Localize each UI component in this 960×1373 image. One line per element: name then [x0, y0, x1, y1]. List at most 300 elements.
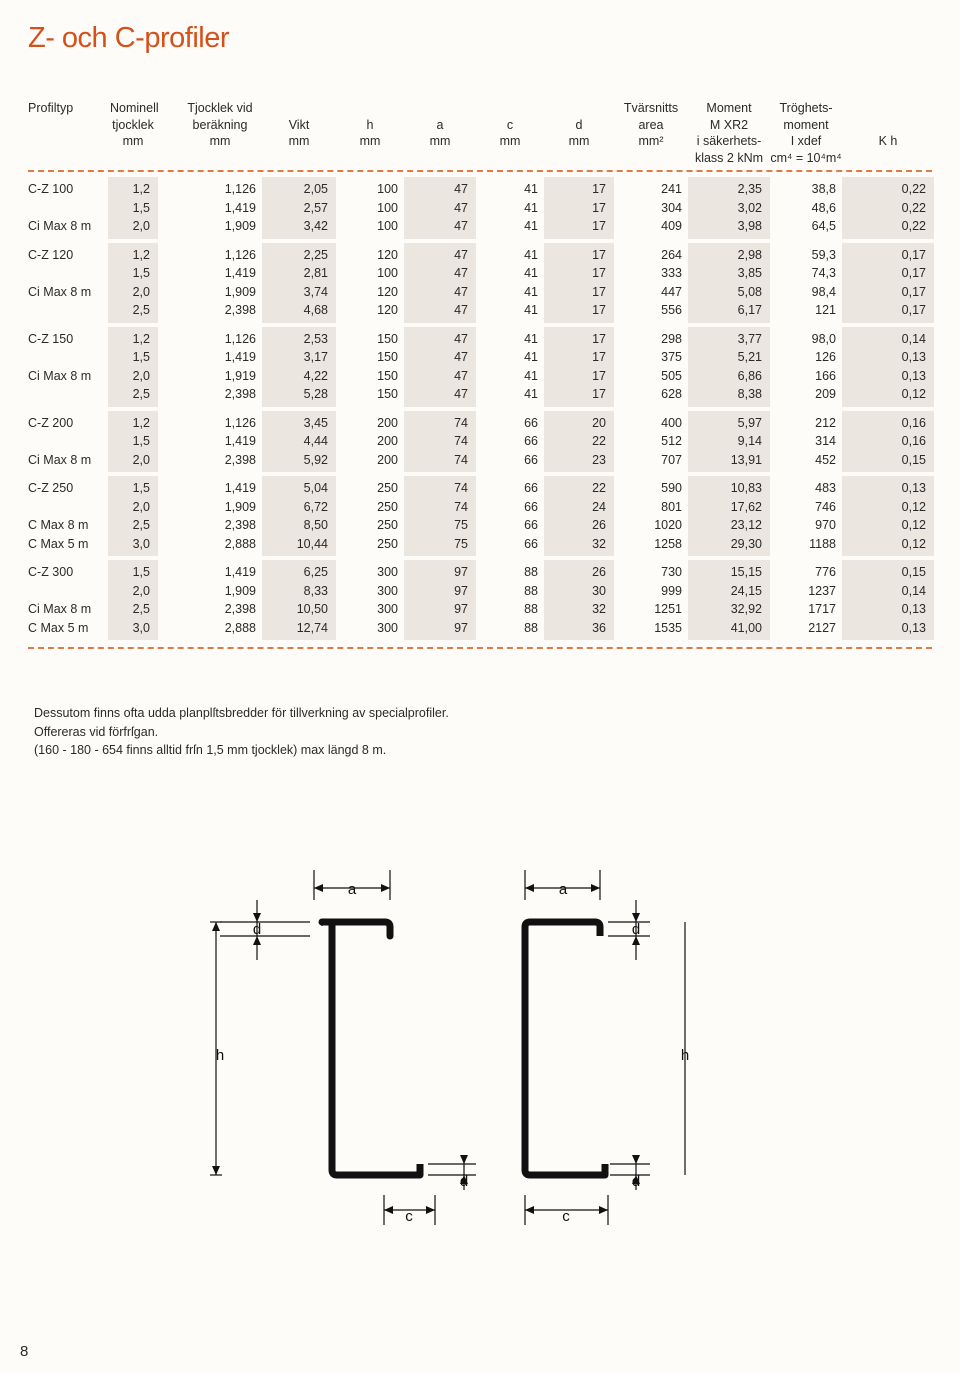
column-header — [476, 100, 544, 166]
table-cell: 1,126 — [224, 247, 256, 262]
table-cell: 38,8 — [811, 182, 836, 196]
table-cell: 98,4 — [811, 284, 836, 299]
table-cell: 97 — [454, 602, 468, 616]
table-cell: 26 — [592, 518, 606, 532]
table-cell: 1258 — [654, 536, 682, 551]
table-cell: 47 — [454, 303, 468, 317]
header-line: Nominell — [110, 101, 159, 115]
table-cell: 32 — [592, 536, 606, 551]
table-cell: 1,126 — [224, 415, 256, 430]
table-cell: 97 — [454, 620, 468, 635]
table-row — [28, 301, 932, 320]
table-cell: 3,77 — [737, 331, 762, 346]
column-header — [110, 100, 159, 166]
table-cell: 2,888 — [224, 620, 256, 635]
header-line: beräkning — [192, 117, 248, 132]
table-cell: 74 — [454, 499, 468, 514]
table-cell: 22 — [592, 481, 606, 495]
table-cell: 1,5 — [132, 200, 150, 215]
table-row — [28, 582, 932, 601]
header-line: mm² — [638, 134, 664, 148]
table-cell: 0,17 — [901, 303, 926, 317]
table-cell: 1,2 — [132, 415, 150, 430]
page-number: 8 — [20, 1343, 29, 1360]
profile-table — [28, 100, 932, 649]
header-line: Tjocklek vid — [187, 101, 253, 115]
table-cell: 1,5 — [132, 434, 150, 448]
table-cell: 47 — [454, 284, 468, 299]
table-cell: 23,12 — [730, 518, 762, 532]
table-cell: 2,98 — [737, 247, 762, 262]
table-cell: 47 — [454, 368, 468, 383]
table-cell: 1,5 — [132, 266, 150, 280]
table-cell: 100 — [377, 200, 398, 215]
table-cell: 300 — [377, 620, 398, 635]
header-line — [844, 150, 932, 167]
table-cell: 2,05 — [303, 182, 328, 196]
table-cell: 74 — [454, 452, 468, 467]
table-cell: 1,919 — [224, 368, 256, 383]
profile-label — [28, 264, 108, 283]
profile-label: Ci Max 8 m — [28, 284, 92, 299]
dim-label-h: h — [215, 1047, 225, 1064]
column-header — [546, 100, 612, 166]
table-header — [28, 100, 932, 170]
table-row — [28, 330, 932, 349]
table-cell: 1,419 — [224, 565, 256, 579]
profile-group — [28, 246, 932, 320]
table-cell: 1,2 — [132, 247, 150, 262]
table-cell: 120 — [377, 284, 398, 299]
table-cell: 2,398 — [224, 303, 256, 317]
table-cell: 4,68 — [303, 303, 328, 317]
table-cell: 3,17 — [303, 350, 328, 364]
table-cell: 66 — [524, 481, 538, 495]
table-cell: 0,12 — [901, 387, 926, 401]
table-cell: 447 — [661, 284, 682, 299]
table-cell: 1,419 — [224, 266, 256, 280]
header-line — [406, 100, 474, 117]
table-cell: 47 — [454, 387, 468, 401]
table-cell: 74 — [454, 481, 468, 495]
table-cell: 9,14 — [737, 434, 762, 448]
table-cell: 3,42 — [303, 219, 328, 233]
header-line — [406, 150, 474, 167]
table-cell: 2,0 — [132, 499, 150, 514]
header-line — [28, 133, 108, 150]
table-cell: 2,5 — [132, 518, 150, 532]
table-cell: 8,33 — [303, 583, 328, 598]
table-cell: 1188 — [809, 536, 836, 551]
column-header — [178, 100, 262, 166]
column-header — [264, 100, 334, 166]
table-cell: 66 — [524, 415, 538, 430]
table-row — [28, 217, 932, 236]
table-cell: 88 — [524, 565, 538, 579]
table-cell: 41 — [524, 284, 538, 299]
table-cell: 3,0 — [132, 536, 150, 551]
header-line — [264, 100, 334, 117]
table-row — [28, 516, 932, 535]
table-cell: 17 — [592, 247, 606, 262]
table-cell: 41 — [524, 247, 538, 262]
note-line: Dessutom finns ofta udda planplſtsbredder för tillverkning av specialprofiler. — [34, 706, 449, 720]
header-line — [110, 150, 156, 167]
table-cell: 1251 — [654, 602, 682, 616]
table-cell: 250 — [377, 536, 398, 551]
header-line: M XR2 — [709, 117, 749, 132]
table-cell: 0,17 — [901, 247, 926, 262]
table-cell: 13,91 — [730, 452, 762, 467]
table-cell: 47 — [454, 182, 468, 196]
table-cell: 2,0 — [132, 219, 150, 233]
table-cell: 0,13 — [901, 620, 926, 635]
table-cell: 121 — [815, 303, 836, 317]
table-row — [28, 498, 932, 517]
table-cell: 298 — [661, 331, 682, 346]
profile-label: Ci Max 8 m — [28, 602, 92, 616]
table-cell: 5,97 — [737, 415, 762, 430]
table-cell: 1,5 — [132, 481, 150, 495]
table-cell: 590 — [661, 481, 682, 495]
table-cell: 3,45 — [303, 415, 328, 430]
table-cell: 212 — [815, 415, 836, 430]
table-cell: 628 — [661, 387, 682, 401]
notes — [34, 704, 449, 760]
profile-label: C-Z 100 — [28, 182, 74, 196]
column-header — [844, 100, 932, 166]
table-cell: 23 — [592, 452, 606, 467]
column-header — [690, 100, 768, 166]
table-cell: 150 — [377, 368, 398, 383]
table-cell: 0,12 — [901, 518, 926, 532]
table-cell: 32 — [592, 602, 606, 616]
table-cell: 120 — [377, 303, 398, 317]
header-line: mm — [359, 134, 381, 148]
table-cell: 8,38 — [737, 387, 762, 401]
footer-divider — [28, 647, 932, 649]
table-cell: 10,44 — [296, 536, 328, 551]
table-cell: 2,888 — [224, 536, 256, 551]
table-cell: 10,83 — [730, 481, 762, 495]
table-cell: 41 — [524, 266, 538, 280]
column-header — [770, 100, 842, 166]
table-cell: 100 — [377, 182, 398, 196]
table-cell: 0,12 — [901, 499, 926, 514]
header-line: mm — [429, 134, 451, 148]
table-cell: 0,15 — [901, 452, 926, 467]
note-line: Offereras vid förfrſgan. — [34, 724, 159, 739]
table-cell: 0,13 — [901, 602, 926, 616]
header-line: I xdef — [790, 134, 822, 148]
table-cell: 41 — [524, 182, 538, 196]
table-cell: 707 — [661, 452, 682, 467]
table-cell: 150 — [377, 331, 398, 346]
table-cell: 150 — [377, 350, 398, 364]
table-cell: 17 — [592, 200, 606, 215]
table-cell: 0,14 — [901, 583, 926, 598]
table-cell: 17 — [592, 368, 606, 383]
header-line: c — [506, 117, 514, 132]
table-cell: 1717 — [808, 602, 836, 616]
header-line: Tröghets- — [779, 101, 833, 115]
table-cell: 0,12 — [901, 536, 926, 551]
table-cell: 200 — [377, 434, 398, 448]
table-row — [28, 246, 932, 265]
header-line: a — [436, 117, 444, 132]
header-line: mm — [568, 134, 590, 148]
table-cell: 17 — [592, 350, 606, 364]
table-cell: 41,00 — [730, 620, 762, 635]
profile-label — [28, 385, 108, 404]
table-cell: 970 — [815, 518, 836, 532]
profile-group — [28, 330, 932, 404]
profile-label: C Max 5 m — [28, 536, 89, 551]
header-line — [546, 150, 612, 167]
dim-label-d: d — [631, 921, 641, 938]
table-cell: 3,85 — [737, 266, 762, 280]
table-cell: 200 — [377, 452, 398, 467]
table-cell: 0,17 — [901, 284, 926, 299]
header-line: tjocklek — [112, 117, 154, 132]
header-line: K h — [878, 134, 898, 148]
table-cell: 300 — [377, 602, 398, 616]
table-row — [28, 199, 932, 218]
table-row — [28, 367, 932, 386]
table-cell: 22 — [592, 434, 606, 448]
table-cell: 1,5 — [132, 350, 150, 364]
profile-label — [28, 301, 108, 320]
table-cell: 452 — [815, 452, 836, 467]
note-line: (160 - 180 - 654 finns alltid frſn 1,5 mm tjocklek) max längd 8 m. — [34, 743, 387, 757]
table-cell: 2,57 — [303, 200, 328, 215]
table-cell: 66 — [524, 434, 538, 448]
table-cell: 120 — [377, 247, 398, 262]
profile-group — [28, 414, 932, 470]
table-cell: 0,14 — [901, 331, 926, 346]
table-cell: 6,86 — [737, 368, 762, 383]
table-cell: 64,5 — [811, 219, 836, 233]
header-line — [28, 117, 108, 134]
table-cell: 36 — [592, 620, 606, 635]
table-cell: 505 — [661, 368, 682, 383]
table-cell: 0,17 — [901, 266, 926, 280]
table-cell: 2,5 — [132, 387, 150, 401]
profile-label — [28, 582, 108, 601]
profile-label: Ci Max 8 m — [28, 219, 92, 233]
table-cell: 41 — [524, 331, 538, 346]
table-cell: 41 — [524, 303, 538, 317]
profile-label: C-Z 120 — [28, 247, 74, 262]
table-cell: 0,13 — [901, 368, 926, 383]
profile-label: C-Z 250 — [28, 481, 74, 495]
table-cell: 0,22 — [901, 182, 926, 196]
table-cell: 12,74 — [296, 620, 328, 635]
table-cell: 1,419 — [224, 350, 256, 364]
table-cell: 74,3 — [811, 266, 836, 280]
table-cell: 1535 — [654, 620, 682, 635]
table-cell: 300 — [377, 565, 398, 579]
table-cell: 5,08 — [737, 284, 762, 299]
header-line — [336, 150, 404, 167]
table-cell: 776 — [815, 565, 836, 579]
table-cell: 17,62 — [730, 499, 762, 514]
header-line — [336, 100, 404, 117]
header-line: i säkerhets- — [696, 134, 762, 148]
table-cell: 1,909 — [224, 284, 256, 299]
table-cell: 264 — [661, 247, 682, 262]
table-cell: 304 — [661, 200, 682, 215]
dim-label-a: a — [558, 881, 568, 898]
page-title: Z- och C-profiler — [28, 22, 229, 54]
dim-label-c: c — [562, 1208, 570, 1225]
table-row — [28, 535, 932, 554]
table-cell: 300 — [377, 583, 398, 598]
table-cell: 746 — [815, 499, 836, 514]
table-cell: 2,5 — [132, 602, 150, 616]
column-header — [28, 100, 108, 166]
profile-label: C Max 8 m — [28, 518, 89, 532]
table-cell: 32,92 — [730, 602, 762, 616]
table-cell: 1,419 — [224, 200, 256, 215]
profile-label: C-Z 300 — [28, 565, 74, 579]
dim-label-d: d — [631, 1173, 641, 1190]
table-cell: 75 — [454, 536, 468, 551]
table-cell: 4,44 — [303, 434, 328, 448]
table-cell: 314 — [815, 434, 836, 448]
profile-label: C Max 5 m — [28, 620, 89, 635]
table-cell: 24 — [592, 499, 606, 514]
header-line — [844, 117, 932, 134]
table-cell: 41 — [524, 350, 538, 364]
dim-label-d: d — [252, 921, 262, 938]
header-line: Moment — [706, 101, 752, 115]
table-cell: 8,50 — [303, 518, 328, 532]
table-cell: 250 — [377, 518, 398, 532]
z-profile-web — [332, 922, 420, 1175]
table-cell: 2,0 — [132, 284, 150, 299]
header-line — [614, 150, 688, 167]
table-cell: 2,398 — [224, 387, 256, 401]
table-cell: 41 — [524, 387, 538, 401]
table-cell: 47 — [454, 200, 468, 215]
table-row — [28, 432, 932, 451]
profile-label: Ci Max 8 m — [28, 452, 92, 467]
table-cell: 10,50 — [296, 602, 328, 616]
table-cell: 250 — [377, 499, 398, 514]
table-cell: 97 — [454, 565, 468, 579]
table-cell: 2,398 — [224, 602, 256, 616]
table-cell: 3,98 — [737, 219, 762, 233]
table-cell: 59,3 — [811, 247, 836, 262]
table-cell: 24,15 — [730, 583, 762, 598]
table-cell: 166 — [815, 368, 836, 383]
table-row — [28, 619, 932, 638]
table-cell: 47 — [454, 247, 468, 262]
table-row — [28, 563, 932, 582]
table-cell: 15,15 — [730, 565, 762, 579]
table-cell: 2,81 — [303, 266, 328, 280]
dim-label-h: h — [680, 1047, 690, 1064]
table-cell: 512 — [661, 434, 682, 448]
table-cell: 3,74 — [303, 284, 328, 299]
table-cell: 556 — [661, 303, 682, 317]
table-cell: 2,0 — [132, 368, 150, 383]
table-cell: 2,25 — [303, 247, 328, 262]
table-cell: 29,30 — [730, 536, 762, 551]
table-cell: 409 — [661, 219, 682, 233]
header-line — [476, 150, 544, 167]
table-cell: 241 — [661, 182, 682, 196]
header-line: mm — [122, 134, 144, 148]
table-cell: 66 — [524, 499, 538, 514]
header-line: Tvärsnitts — [623, 101, 679, 115]
table-body — [28, 180, 932, 637]
table-cell: 4,22 — [303, 368, 328, 383]
table-cell: 5,21 — [737, 350, 762, 364]
table-cell: 100 — [377, 266, 398, 280]
table-cell: 75 — [454, 518, 468, 532]
column-header — [614, 100, 688, 166]
dim-label-a: a — [347, 881, 357, 898]
table-cell: 375 — [661, 350, 682, 364]
table-cell: 0,16 — [901, 434, 926, 448]
profile-label — [28, 498, 108, 517]
table-cell: 5,04 — [303, 481, 328, 495]
header-line — [546, 100, 612, 117]
table-cell: 1,2 — [132, 182, 150, 196]
header-line — [844, 100, 932, 117]
table-cell: 98,0 — [811, 331, 836, 346]
table-cell: 66 — [524, 536, 538, 551]
table-cell: 730 — [661, 565, 682, 579]
header-line: Profiltyp — [28, 101, 74, 115]
table-cell: 17 — [592, 331, 606, 346]
table-cell: 17 — [592, 303, 606, 317]
profile-label: Ci Max 8 m — [28, 368, 92, 383]
table-cell: 2,35 — [737, 182, 762, 196]
table-cell: 1,419 — [224, 434, 256, 448]
table-cell: 47 — [454, 350, 468, 364]
header-line: klass 2 kNm — [694, 150, 764, 165]
table-cell: 1,909 — [224, 499, 256, 514]
table-cell: 333 — [661, 266, 682, 280]
header-line: h — [366, 117, 374, 132]
table-cell: 3,0 — [132, 620, 150, 635]
table-cell: 47 — [454, 219, 468, 233]
table-cell: 2,0 — [132, 452, 150, 467]
table-cell: 88 — [524, 583, 538, 598]
table-cell: 17 — [592, 284, 606, 299]
header-line — [178, 150, 262, 167]
table-cell: 250 — [377, 481, 398, 495]
table-cell: 41 — [524, 368, 538, 383]
table-cell: 88 — [524, 620, 538, 635]
table-row — [28, 600, 932, 619]
table-row — [28, 180, 932, 199]
table-cell: 5,92 — [303, 452, 328, 467]
table-cell: 0,22 — [901, 219, 926, 233]
header-line — [264, 150, 334, 167]
table-cell: 17 — [592, 387, 606, 401]
table-cell: 66 — [524, 518, 538, 532]
profile-label — [28, 432, 108, 451]
table-cell: 126 — [815, 350, 836, 364]
table-cell: 209 — [815, 387, 836, 401]
dim-label-c: c — [405, 1208, 413, 1225]
table-cell: 0,15 — [901, 565, 926, 579]
table-cell: 20 — [592, 415, 606, 430]
